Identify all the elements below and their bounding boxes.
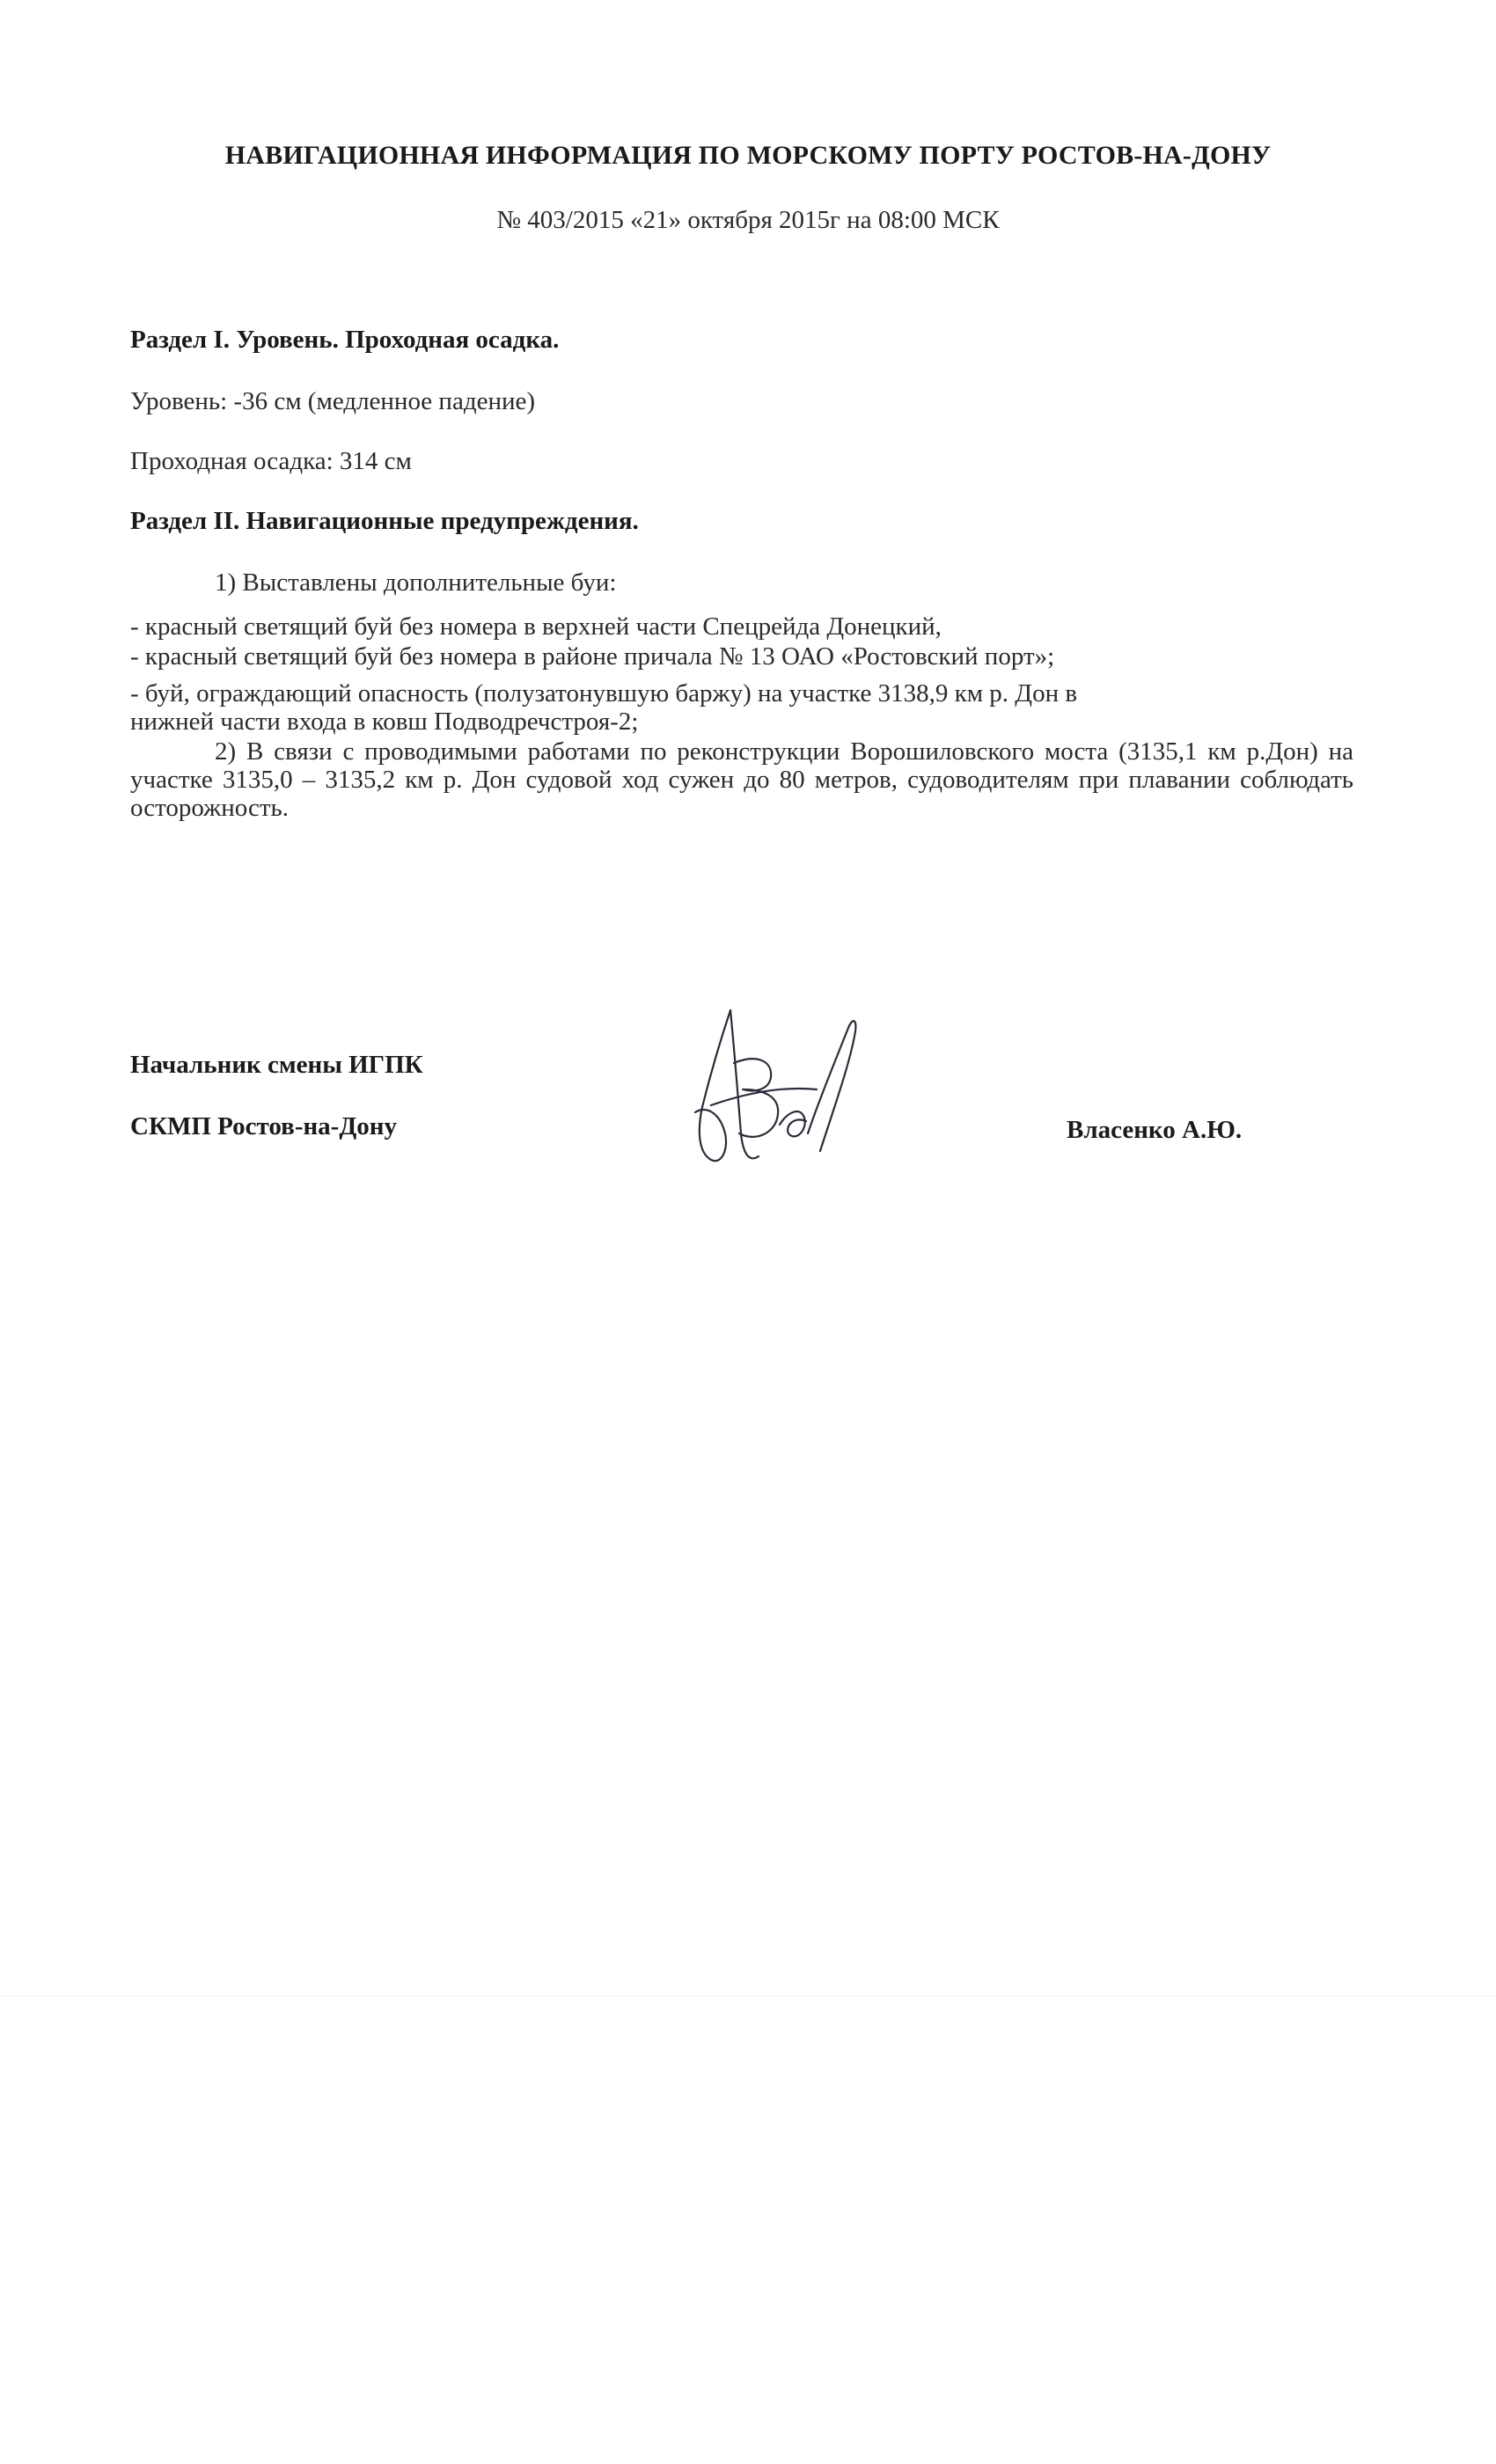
- signatory-role-line-2: СКМП Ростов-на-Дону: [130, 1112, 397, 1140]
- buoy-line: - буй, ограждающий опасность (полузатонувшую баржу) на участке 3138,9 км р. Дон в: [130, 679, 1078, 708]
- water-level: Уровень: -36 см (медленное падение): [130, 387, 536, 415]
- signatory-name: Власенко А.Ю.: [1067, 1116, 1243, 1144]
- buoy-line: - красный светящий буй без номера в верхней части Спецрейда Донецкий,: [130, 612, 942, 641]
- buoy-line: нижней части входа в ковш Подводречстроя-2;: [130, 708, 639, 736]
- document-title: НАВИГАЦИОННАЯ ИНФОРМАЦИЯ ПО МОРСКОМУ ПОРТУ РОСТОВ-НА-ДОНУ: [224, 141, 1272, 170]
- warning-item-2: 2) В связи с проводимыми работами по реконструкции Ворошиловского моста (3135,1 км р.Дон) на участке 3135,0 – 3135,2 км р. Дон судовой ход сужен до 80 метров, судоводителям при плавании соблюдать осторожность.: [130, 737, 1353, 822]
- section-2-heading: Раздел II. Навигационные предупреждения.: [130, 507, 639, 535]
- passing-draft: Проходная осадка: 314 см: [130, 447, 412, 475]
- handwritten-signature: [676, 1001, 869, 1177]
- scan-edge-divider: [0, 1996, 1496, 1997]
- document-number-date: № 403/2015 «21» октября 2015г на 08:00 МСК: [496, 206, 1000, 234]
- signatory-role-line-1: Начальник смены ИГПК: [130, 1051, 423, 1079]
- section-1-heading: Раздел I. Уровень. Проходная осадка.: [130, 326, 560, 354]
- warning-item-1-intro: 1) Выставлены дополнительные буи:: [215, 568, 617, 597]
- buoy-line: - красный светящий буй без номера в районе причала № 13 ОАО «Ростовский порт»;: [130, 642, 1055, 671]
